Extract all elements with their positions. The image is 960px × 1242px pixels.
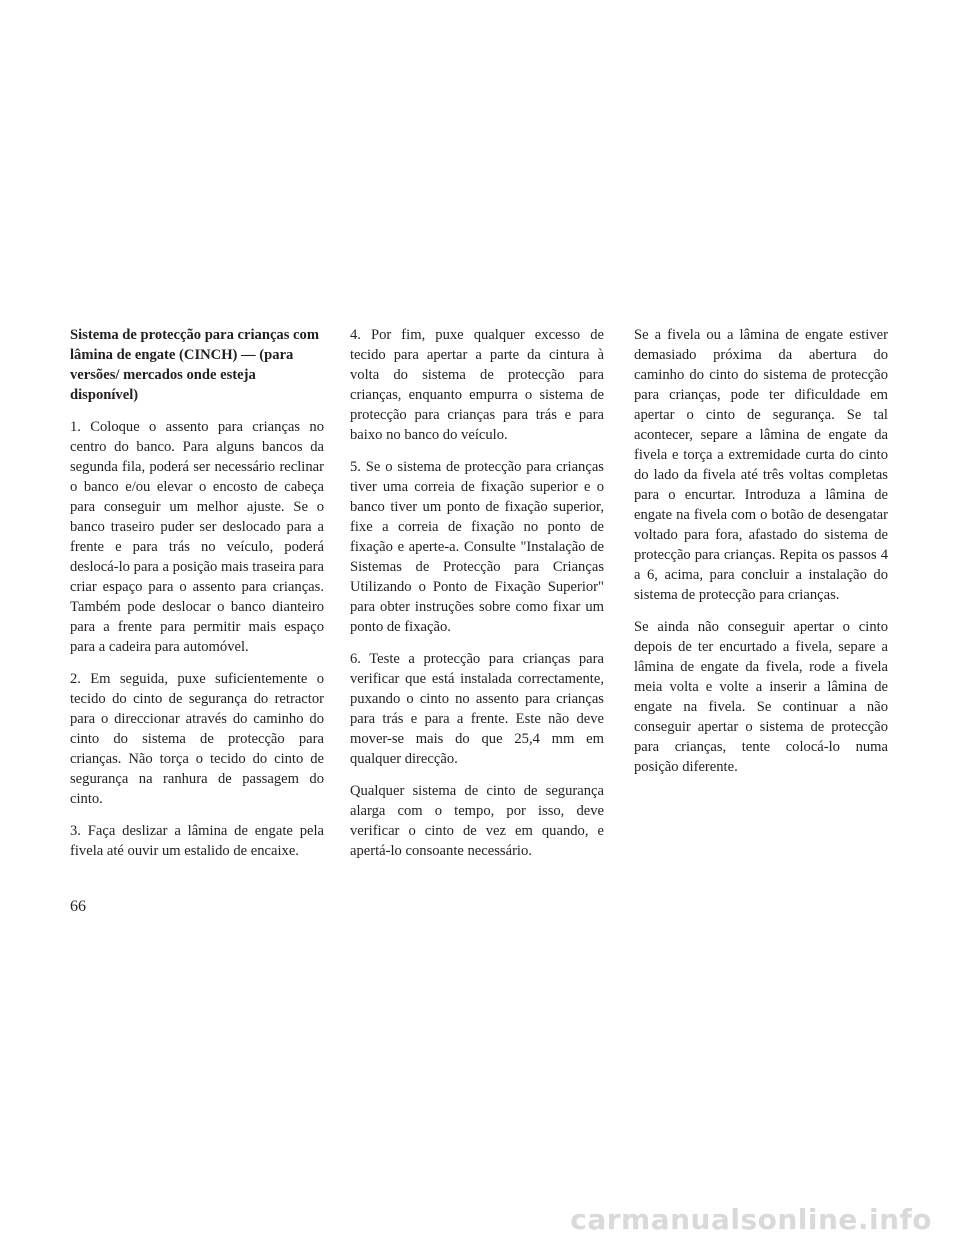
section-heading: Sistema de protecção para crianças com lâmina de engate (CINCH) — (para versões/ mercados onde esteja disponível)	[70, 327, 319, 403]
paragraph-belt-note: Qualquer sistema de cinto de segurança alarga com o tempo, por isso, deve verificar o cinto de vez em quando, e apertá-lo consoante necessário.	[350, 783, 604, 859]
column-right	[634, 325, 888, 789]
paragraph-step-4: 4. Por fim, puxe qualquer excesso de tecido para apertar a parte da cintura à volta do sistema de protecção para crianças, enquanto empurra o sistema de protecção para crianças para trás e para baixo no banco do veículo.	[350, 327, 604, 443]
paragraph-step-2: 2. Em seguida, puxe suficientemente o tecido do cinto de segurança do retractor para o direccionar através do caminho do cinto do sistema de protecção para crianças. Não torça o tecido do cinto de segurança na ranhura de passagem do cinto.	[70, 671, 324, 807]
paragraph-step-6: 6. Teste a protecção para crianças para verificar que está instalada correctamente, puxando o cinto no assento para crianças para trás e para a frente. Este não deve mover-se mais do que 25,4 mm em qualquer direcção.	[350, 651, 604, 767]
column-left	[70, 325, 324, 873]
page-number: 66	[70, 898, 86, 915]
paragraph-step-3: 3. Faça deslizar a lâmina de engate pela fivela até ouvir um estalido de encaixe.	[70, 823, 324, 859]
paragraph-step-1: 1. Coloque o assento para crianças no centro do banco. Para alguns bancos da segunda fila, poderá ser necessário reclinar o banco e/ou elevar o encosto de cabeça para conseguir um melhor ajuste. Se o banco traseiro puder ser deslocado para a frente e para trás no veículo, poderá deslocá-lo para a posição mais traseira para criar espaço para o assento para crianças. Também pode deslocar o banco dianteiro para a frente para permitir mais espaço para a cadeira para automóvel.	[70, 419, 324, 655]
column-middle	[350, 325, 604, 873]
site-watermark: carmanualsonline.info	[570, 1203, 932, 1236]
paragraph-buckle-shorten: Se a fivela ou a lâmina de engate estiver demasiado próxima da abertura do caminho do cinto do sistema de protecção para crianças, pode ter dificuldade em apertar o cinto de segurança. Se tal acontecer, separe a lâmina de engate da fivela e torça a extremidade curta do cinto do lado da fivela até três voltas completas para o encurtar. Introduza a lâmina de engate na fivela com o botão de desengatar voltado para fora, afastado do sistema de protecção para crianças. Repita os passos 4 a 6, acima, para concluir a instalação do sistema de protecção para crianças.	[634, 327, 888, 603]
paragraph-step-5: 5. Se o sistema de protecção para crianças tiver uma correia de fixação superior e o banco tiver um ponto de fixação superior, fixe a correia de fixação no ponto de fixação e aperte-a. Consulte "Instalação de Sistemas de Protecção para Crianças Utilizando o Ponto de Fixação Superior" para obter instruções sobre como fixar um ponto de fixação.	[350, 459, 604, 635]
paragraph-buckle-rotate: Se ainda não conseguir apertar o cinto depois de ter encurtado a fivela, separe a lâmina de engate da fivela, rode a fivela meia volta e volte a inserir a lâmina de engate na fivela. Se continuar a não conseguir apertar o sistema de protecção para crianças, tente colocá-lo numa posição diferente.	[634, 619, 888, 775]
